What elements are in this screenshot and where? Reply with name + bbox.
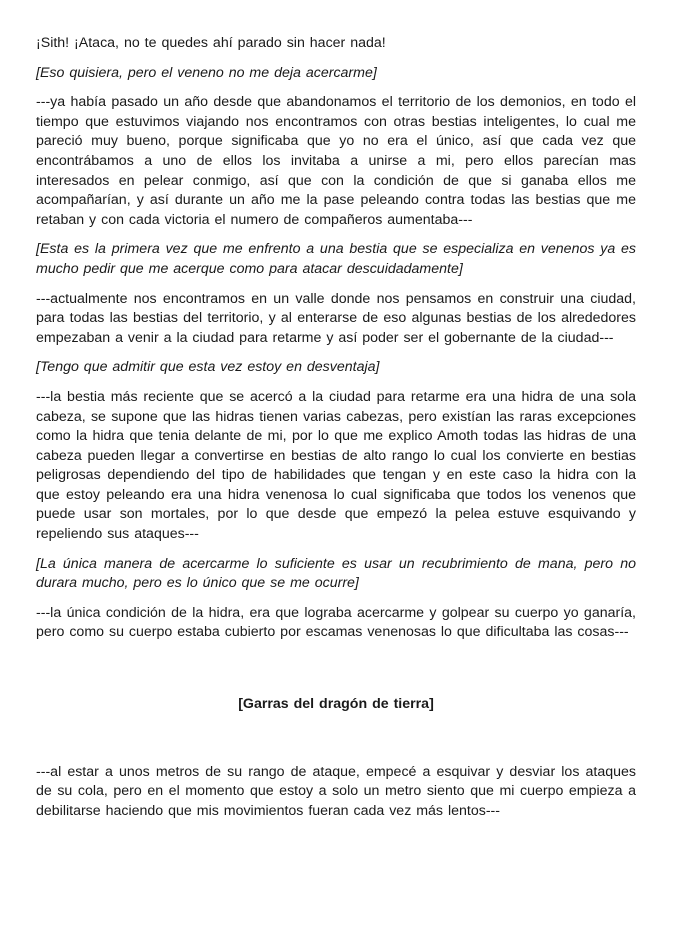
thought-line: [Eso quisiera, pero el veneno no me deja acercarme]: [36, 64, 377, 81]
section-heading: [Garras del dragón de tierra]: [238, 696, 434, 713]
narration-paragraph: ---actualmente nos encontramos en un valle donde nos pensamos en construir una ciudad, para todas las bestias del territorio, y al enterarse de eso algunas bestias de los alrededores empezaban a venir a la ciudad para retarme y así poder ser el gobernante de la ciudad---: [36, 290, 636, 346]
thought-line: [Tengo que admitir que esta vez estoy en desventaja]: [36, 359, 380, 376]
document-page: [36, 34, 636, 831]
thought-line: [Esta es la primera vez que me enfrento a una bestia que se especializa en venenos ya es mucho pedir que me acerque como para atacar descuidadamente]: [36, 241, 636, 277]
narration-paragraph: ---la bestia más reciente que se acercó a la ciudad para retarme era una hidra de una sola cabeza, se supone que las hidras tienen varias cabezas, pero existían las raras excepciones como la hidra que tenia delante de mi, por lo que me explico Amoth todas las hidras de una cabeza pueden llegar a convertirse en bestias de alto rango lo cual los convierte en bestias peligrosas dependiendo del tipo de habilidades que tengan y en este caso la hidra con la que estoy peleando era una hidra venenosa lo cual significaba que todos los venenos que puede usar son mortales, por lo que desde que empezó la pelea estuve esquivando y repeliendo sus ataques---: [36, 388, 636, 543]
thought-line: [La única manera de acercarme lo suficiente es usar un recubrimiento de mana, pero no durara mucho, pero es lo único que se me ocurre]: [36, 555, 636, 592]
narration-paragraph: ---ya había pasado un año desde que abandonamos el territorio de los demonios, en todo el tiempo que estuvimos viajando nos encontramos con otras bestias inteligentes, lo cual me pareció muy bueno, porque significaba que yo no era el único, así que cada vez que encontrábamos a uno de ellos los invitaba a unirse a mi, pero ellos parecían mas interesados en pelear conmigo, así que con la condición de que si ganaba ellos me acompañarían, y así durante un año me la pase peleando contra todas las bestias que me retaban y con cada victoria el numero de compañeros aumentaba---: [36, 94, 636, 228]
dialogue-line: ¡Sith! ¡Ataca, no te quedes ahí parado sin hacer nada!: [36, 35, 386, 51]
closing-paragraph: ---al estar a unos metros de su rango de ataque, empecé a esquivar y desviar los ataques de su cola, pero en el momento que estoy a solo un metro siento que mi cuerpo empieza a debilitarse haciendo que mis movimientos fueran cada vez más lentos---: [36, 763, 636, 819]
narration-paragraph: ---la única condición de la hidra, era que lograba acercarme y golpear su cuerpo yo ganaría, pero como su cuerpo estaba cubierto por escamas venenosas lo que dificultaba las cosas---: [36, 604, 636, 641]
